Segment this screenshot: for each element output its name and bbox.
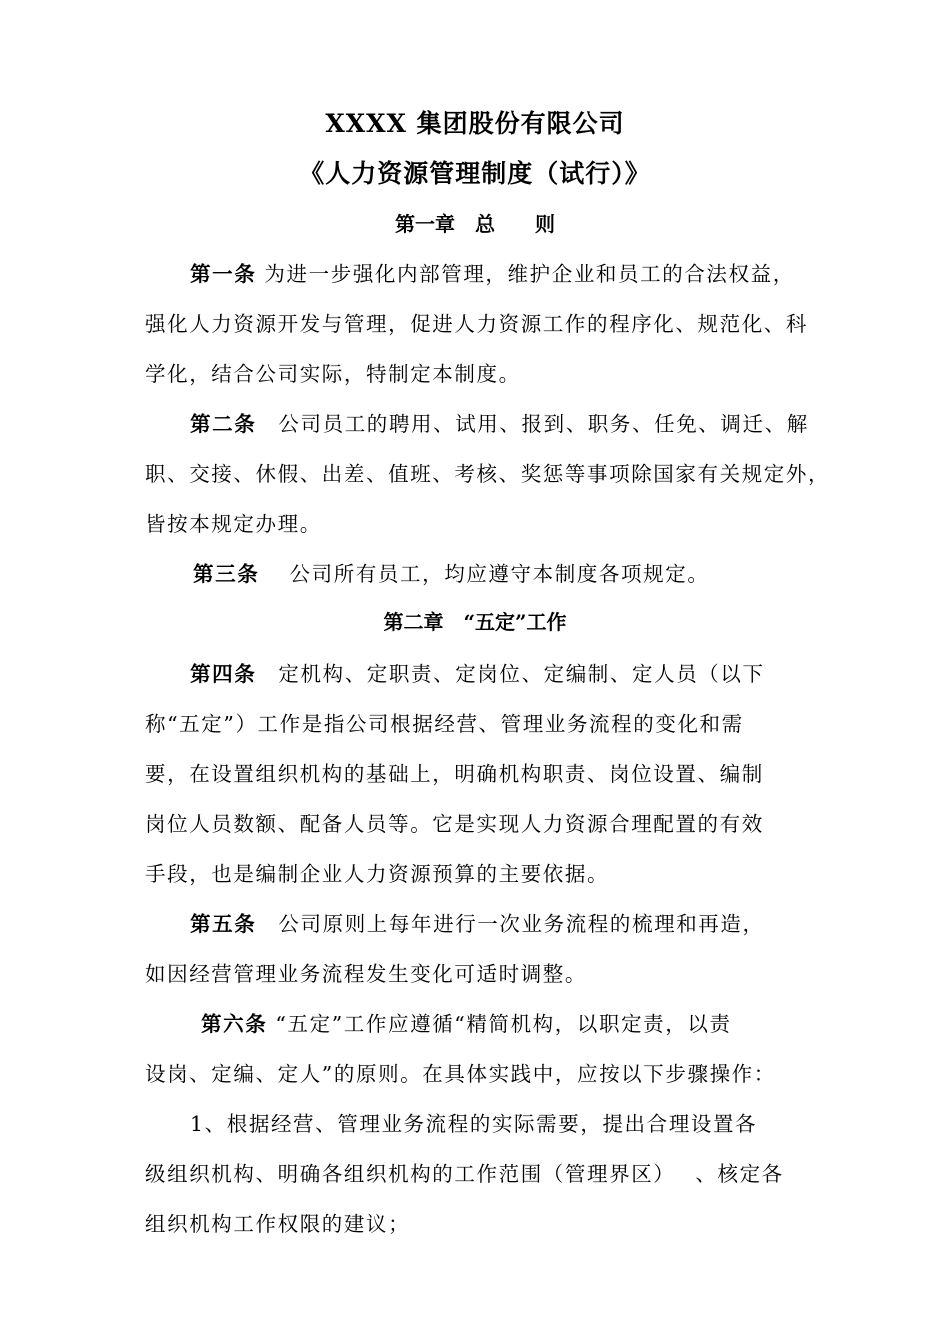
article-4-line-3: 要，在设置组织机构的基础上，明确机构职责、岗位设置、编制 xyxy=(145,762,764,786)
chapter-2-heading: 第二章 “五定”工作 xyxy=(383,610,567,634)
article-4-line-1 xyxy=(190,657,765,687)
item-1-line-3: 组织机构工作权限的建议； xyxy=(145,1212,411,1236)
article-4-line-5: 手段，也是编制企业人力资源预算的主要依据。 xyxy=(145,862,610,886)
article-1-text: 为进一步强化内部管理，维护企业和员工的合法权益， xyxy=(256,262,795,286)
article-1-line-1 xyxy=(190,257,795,287)
article-2-label: 第二条 xyxy=(190,412,257,436)
article-5-label: 第五条 xyxy=(190,912,257,936)
item-1-line-2: 级组织机构、明确各组织机构的工作范围（管理界区） 、核定各 xyxy=(145,1162,784,1186)
article-5-line-1 xyxy=(190,907,765,937)
article-2-line-2: 职、交接、休假、出差、值班、考核、奖惩等事项除国家有关规定外， xyxy=(145,462,831,486)
article-1-line-3: 学化，结合公司实际，特制定本制度。 xyxy=(145,362,521,386)
chapter-1-heading: 第一章 总 则 xyxy=(395,212,555,236)
article-6-text: “五定”工作应遵循“精简机构，以职定责，以责 xyxy=(267,1012,732,1036)
item-1-line-1: 1、根据经营、管理业务流程的实际需要，提出合理设置各 xyxy=(190,1112,758,1136)
article-4-line-2: 称“五定”）工作是指公司根据经营、管理业务流程的变化和需 xyxy=(145,712,744,736)
article-6-label: 第六条 xyxy=(201,1012,268,1036)
article-4-text: 定机构、定职责、定岗位、定编制、定人员（以下 xyxy=(256,662,765,686)
article-2-text: 公司员工的聘用、试用、报到、职务、任免、调迁、解 xyxy=(256,412,809,436)
article-1-label: 第一条 xyxy=(190,262,257,286)
article-5-text: 公司原则上每年进行一次业务流程的梳理和再造， xyxy=(256,912,765,936)
article-3-text: 公司所有员工，均应遵守本制度各项规定。 xyxy=(259,562,710,586)
article-1-line-2: 强化人力资源开发与管理，促进人力资源工作的程序化、规范化、科 xyxy=(145,312,808,336)
article-2-line-1 xyxy=(190,407,809,437)
article-6-line-1 xyxy=(201,1007,732,1037)
article-4-label: 第四条 xyxy=(190,662,257,686)
company-name: XXXX 集团股份有限公司 xyxy=(325,109,625,138)
article-2-line-3: 皆按本规定办理。 xyxy=(145,512,322,536)
article-4-line-4: 岗位人员数额、配备人员等。它是实现人力资源合理配置的有效 xyxy=(145,812,764,836)
article-3-label: 第三条 xyxy=(193,562,260,586)
article-5-line-2: 如因经营管理业务流程发生变化可适时调整。 xyxy=(145,962,587,986)
article-6-line-2: 设岗、定编、定人”的原则。在具体实践中，应按以下步骤操作： xyxy=(145,1062,776,1086)
article-3-line-1 xyxy=(193,557,709,587)
document-title: 《人力资源管理制度（试行）》 xyxy=(299,159,651,188)
